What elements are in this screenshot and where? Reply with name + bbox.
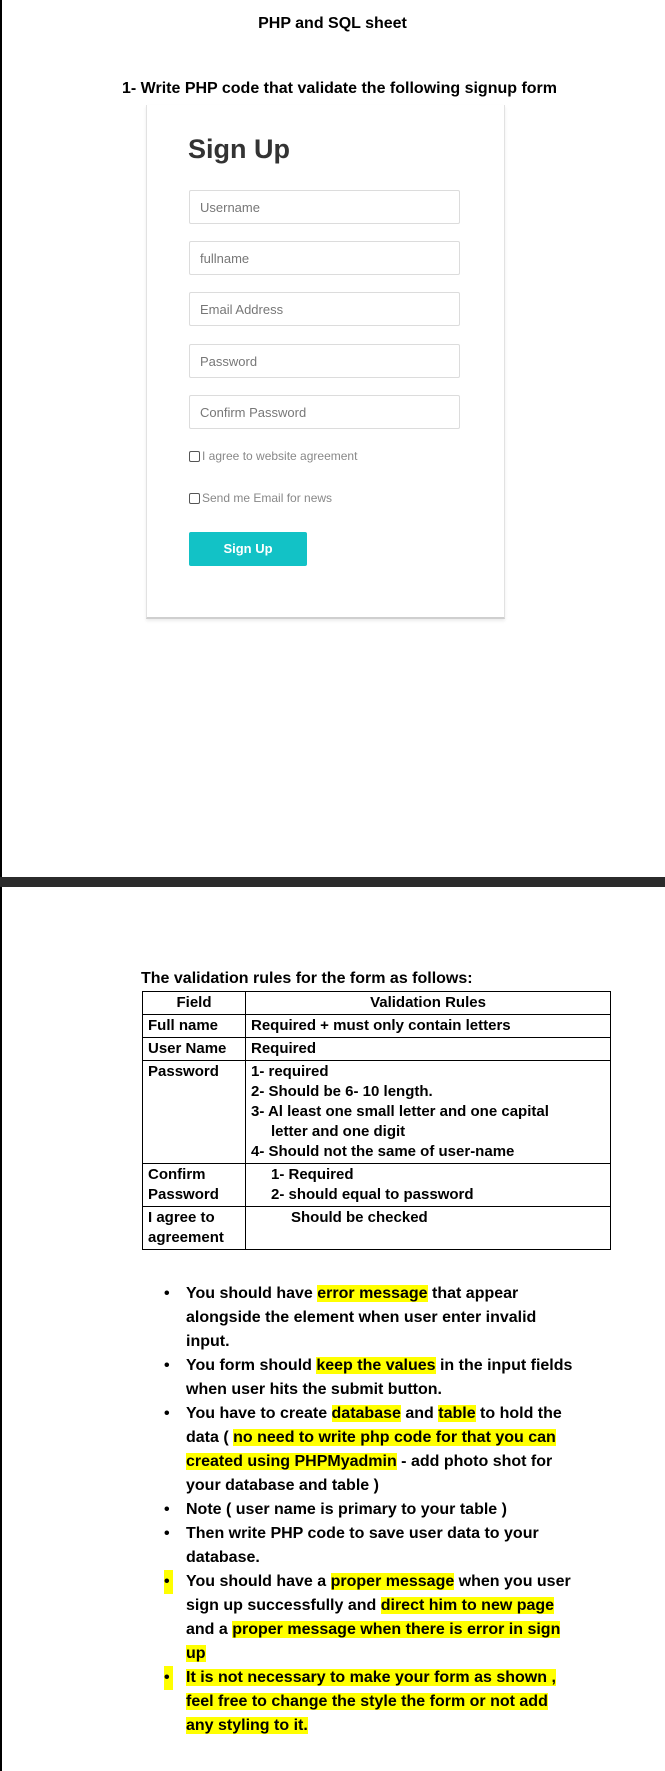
confirm-password-input[interactable]: [189, 395, 460, 429]
list-item: [164, 1282, 579, 1354]
note-text: that appear alongside the element when user enter invalid input.: [186, 1285, 537, 1350]
note-text: and: [400, 1405, 439, 1422]
table-header-row: [143, 992, 611, 1015]
highlight: database: [331, 1405, 401, 1422]
table-row: [143, 1164, 611, 1207]
header-field: Field: [143, 992, 246, 1015]
header-rules: Validation Rules: [246, 992, 611, 1015]
note-text: - add photo shot for your database and table ): [186, 1453, 553, 1494]
highlight: proper message when there is error in sign up: [186, 1621, 561, 1662]
email-input[interactable]: [189, 292, 460, 326]
bullet-icon: •: [164, 1570, 173, 1594]
note-text: when you user sign up successfully and: [186, 1573, 571, 1614]
field-cell: [143, 1164, 246, 1207]
rule-item: 2- should equal to password: [271, 1186, 474, 1203]
list-item: [164, 1498, 579, 1522]
rule-item: Should be checked: [291, 1209, 428, 1226]
rule-item: 2- Should be 6- 10 length.: [251, 1083, 433, 1100]
fullname-input[interactable]: [189, 241, 460, 275]
rules-intro: The validation rules for the form as follows:: [141, 970, 473, 987]
field-text: I agree to: [148, 1209, 215, 1226]
table-row: [143, 1015, 611, 1038]
agree-checkbox[interactable]: [189, 451, 200, 462]
highlight: error message: [317, 1285, 428, 1302]
question-1: 1- Write PHP code that validate the following signup form: [122, 80, 558, 97]
bullet-icon: •: [164, 1501, 170, 1518]
note-text: You should have: [186, 1285, 318, 1302]
highlight: direct him to new page: [380, 1597, 555, 1614]
bullet-icon: •: [164, 1357, 170, 1374]
news-checkbox[interactable]: [189, 493, 200, 504]
rule-cell: [246, 1061, 611, 1164]
note-text: You form should: [186, 1357, 317, 1374]
rule-item: 4- Should not the same of user-name: [251, 1143, 515, 1160]
news-checkbox-label: Send me Email for news: [202, 491, 333, 505]
field-cell: Full name: [143, 1015, 246, 1038]
highlight: table: [438, 1405, 476, 1422]
highlight: proper message: [330, 1573, 455, 1590]
table-row: [143, 1207, 611, 1250]
field-cell: Password: [143, 1061, 246, 1164]
highlight: It is not necessary to make your form as shown , feel free to change the style the form or not add any styling to it.: [186, 1669, 556, 1734]
form-title: Sign Up: [188, 134, 290, 164]
note-text: in the input fields when user hits the submit button.: [186, 1357, 573, 1398]
note-text: to hold the data (: [186, 1405, 562, 1446]
bullet-icon: •: [164, 1405, 170, 1422]
field-text: Confirm: [148, 1166, 206, 1183]
list-item: [164, 1666, 579, 1738]
field-cell: [143, 1207, 246, 1250]
field-text: Password: [148, 1186, 219, 1203]
document-title: PHP and SQL sheet: [258, 15, 407, 32]
username-input[interactable]: [189, 190, 460, 224]
rule-cell: Required: [246, 1038, 611, 1061]
news-checkbox-row[interactable]: [189, 491, 332, 505]
table-row: [143, 1061, 611, 1164]
rule-item: 1- Required: [271, 1166, 354, 1183]
rule-cell: Required + must only contain letters: [246, 1015, 611, 1038]
note-text: Note ( user name is primary to your table ): [186, 1501, 507, 1518]
highlight: keep the values: [316, 1357, 436, 1374]
list-item: [164, 1402, 579, 1498]
note-text: You should have a: [186, 1573, 331, 1590]
validation-rules-table: [142, 991, 611, 1250]
bullet-icon: •: [164, 1285, 170, 1302]
rule-item: 3- Al least one small letter and one capital: [251, 1103, 549, 1120]
highlight: no need to write php code for that you can created using PHPMyadmin: [186, 1429, 556, 1470]
field-cell: User Name: [143, 1038, 246, 1061]
list-item: [164, 1570, 579, 1666]
note-text: You have to create: [186, 1405, 332, 1422]
agree-checkbox-row[interactable]: [189, 449, 357, 463]
password-input[interactable]: [189, 344, 460, 378]
list-item: [164, 1522, 579, 1570]
list-item: [164, 1354, 579, 1402]
field-text: agreement: [148, 1229, 224, 1246]
page-separator: [0, 877, 665, 887]
agree-checkbox-label: I agree to website agreement: [202, 449, 358, 463]
bullet-icon: •: [164, 1525, 170, 1542]
requirements-list: [164, 1282, 579, 1738]
bullet-icon: •: [164, 1666, 173, 1690]
rule-cell: [246, 1207, 611, 1250]
table-row: [143, 1038, 611, 1061]
rule-item: letter and one digit: [271, 1123, 406, 1140]
signup-button[interactable]: Sign Up: [189, 532, 307, 566]
rule-cell: [246, 1164, 611, 1207]
rule-item: 1- required: [251, 1063, 329, 1080]
note-text: and a: [186, 1621, 233, 1638]
note-text: Then write PHP code to save user data to your database.: [186, 1525, 539, 1566]
